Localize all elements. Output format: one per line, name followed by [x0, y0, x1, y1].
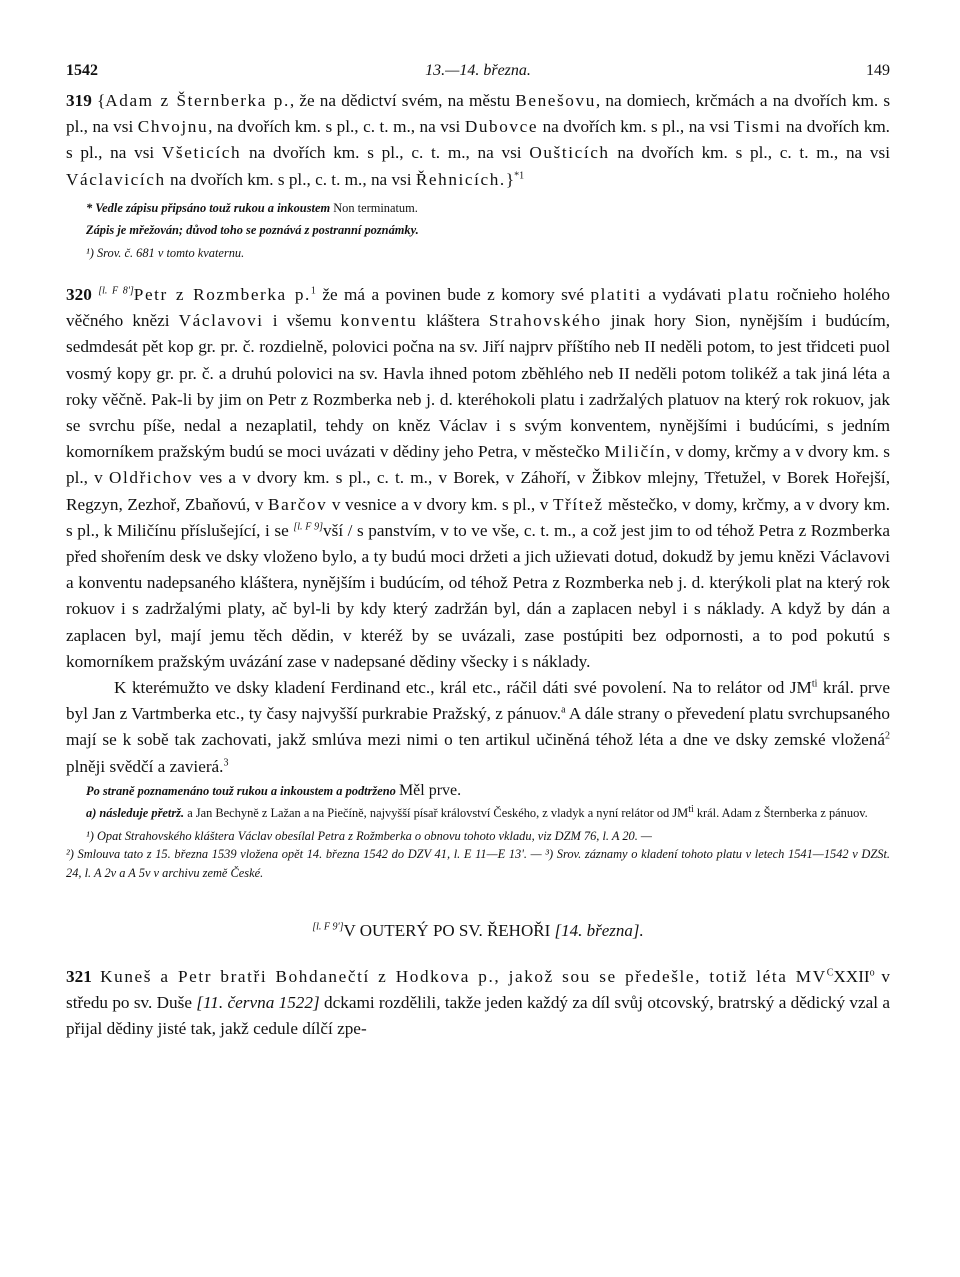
page-number: 149	[866, 62, 890, 79]
entry-320-segment: jinak hory Sion, nynějším i budúcím, sedmdesát pět kop gr. pr. č. rozdielně, polovici počna na sv. Jiří najprv příštího neb II neděli potom, to jest třidceti puol vosmý kopy gr. pr. č. a druhú polovici na sv. Havla ihned potom zběhlého neb II neděli potom tolikéž a tak jiná léta a roky věčně. Pak-li by jim on Petr z Rozmberka neb j. d. kteréhokoli platu i zadržalých platuov na který rok rokuov, jak se svrchu píše, nedal a nezaplatil, tehdy on kněz Václav i s svým konventem, nynějšími i budúcími, s jedním komorníkem pražským budú se moci uvázati v dědiny jeho Petra, v městečko	[66, 311, 890, 462]
place-chvojnu: Chvojnu	[137, 117, 209, 137]
place-ousticich: Oušticích	[529, 143, 610, 163]
entry-319-segment: , že na dědictví svém, na městu	[289, 91, 516, 110]
entry-320-name: Petr z Rozmberka p.	[133, 285, 311, 305]
note-text: král. Adam z Šternberka z pánuov.	[693, 806, 868, 821]
entry-319-segment: na dvořích km. s pl., c. t. m., na vsi	[165, 169, 416, 189]
place-oldrichov: Oldřichov	[108, 468, 194, 488]
entry-320-segment: plněji svědčí a zavierá.	[66, 756, 224, 776]
footnote-marker: a	[561, 704, 566, 716]
superscript: o	[869, 967, 875, 979]
place-vseticich: Všeticích	[161, 143, 242, 163]
footnote-marker: 3	[223, 756, 229, 768]
note-text: Non terminatum.	[333, 200, 418, 215]
running-head	[66, 62, 890, 88]
name-strahovskeho: Strahovského	[488, 311, 602, 331]
entry-319-segment: na dvořích km. s pl., c. t. m., na vsi	[241, 143, 530, 163]
superscript: ti	[811, 678, 818, 690]
entry-321-number: 321	[66, 966, 92, 986]
note-text: a Jan Bechyně z Lažan a na Piečíně, najvyšší písař království Českého, z vladyk a nyní relátor od JM	[184, 806, 689, 821]
place-vaclavicich: Václavicích	[66, 169, 166, 189]
entry-319-footnote-1: ¹) Srov. č. 681 v tomto kvaternu.	[86, 245, 245, 260]
footnote-marker: 1	[310, 285, 316, 297]
place-milicin: Miličín	[604, 442, 667, 462]
place-barcov: Barčov	[268, 494, 328, 514]
entry-321-segment: XXII	[833, 966, 870, 986]
note-text: Měl prve.	[398, 781, 462, 799]
place-tritez: Třítež	[552, 494, 604, 514]
footnote-marker: *1	[514, 169, 525, 181]
footnote-marker: 2	[885, 730, 890, 742]
entry-320-footnote-1: ¹) Opat Strahovského kláštera Václav obesílal Petra z Rožmberka o obnovu tohoto vkladu, viz DZM 76, l. A 20. —	[86, 828, 652, 843]
entry-320-segment: městečko, v domy, krčmy, a v dvory km. s pl., k Miličínu příslušející, i se	[66, 494, 890, 540]
entry-319-brace-open: {	[97, 91, 106, 110]
entry-319-name: Adam z Šternberka p.	[105, 91, 290, 110]
entry-319-note-crossed: Zápis je mřežován; důvod toho se poznává z postranní poznámky.	[86, 223, 419, 238]
superscript: ti	[688, 804, 694, 816]
entry-320-segment: i všemu	[263, 311, 341, 331]
running-head-date: 13.—14. března.	[425, 62, 531, 79]
entry-319-segment: na dvořích km. s pl., na vsi	[66, 117, 890, 163]
entry-321-segment: Kuneš a Petr bratři Bohdanečtí z Hodkova p., jakož sou se předešle, totiž léta MV	[91, 966, 827, 986]
place-dubovce: Dubovce	[464, 117, 539, 137]
entry-319-number: 319	[66, 91, 92, 110]
place-rehnicich: Řehnicích.	[415, 169, 506, 189]
entry-320-paragraph-2	[66, 675, 890, 780]
entry-319-segment: na dvořích km. s pl., c. t. m., na vsi	[609, 143, 890, 163]
entry-321-text	[66, 964, 890, 1043]
place-tismi: Tismi	[733, 117, 782, 137]
entry-320-segment: kláštera	[417, 311, 489, 331]
entry-320-segment: a vydávati	[641, 285, 728, 305]
entry-320-segment: v vesnice a v dvory km. s pl., v	[327, 494, 553, 514]
entry-320-segment: K kterémužto ve dsky kladení Ferdinand etc., král etc., ráčil dáti své povolení. Na to relátor od JM	[114, 678, 812, 698]
word-platiti: platiti	[590, 285, 642, 305]
entry-319-segment: , na domiech, krčmách a na dvořích km. s pl., na vsi	[66, 91, 891, 137]
entry-320-note-a	[66, 804, 890, 822]
entry-321-segment: dckami rozdělili, takže jeden každý za díl svůj otcovský, bratrský a dědický vzal a přijal dědiny jisté tak, jakž cedule dílčí zpe-	[66, 993, 890, 1039]
entry-319-segment: , na dvořích km. s pl., c. t. m., na vsi	[208, 117, 465, 137]
entry-320-margin-note	[66, 782, 890, 800]
entry-319-brace-close: }	[505, 169, 515, 189]
place-benesov: Benešovu	[515, 91, 596, 110]
entry-320-segment: král. prve byl Jan z Vartmberka etc., ty časy najvyšší purkrabie Pražský, z pánuov.	[66, 678, 890, 724]
note-label: a) následuje přetrž.	[86, 806, 185, 821]
running-head-year: 1542	[66, 62, 98, 79]
entry-319-segment: na dvořích km. s pl., na vsi	[538, 117, 734, 137]
entry-320-number: 320	[66, 285, 92, 305]
entry-320-segment: ves a v dvory km. s pl., c. t. m., v Borek, v Záhoří, v Žibkov mlejny, Třetužel, v Borek Hořejší, Regzyn, Zezhoř, Zbaňovú, v	[66, 468, 891, 514]
folio-reference: [l. F 9]	[293, 521, 324, 533]
entry-321-date: [11. června 1522]	[196, 993, 320, 1013]
entry-320-segment: ročnieho holého věčného knězi	[66, 285, 890, 331]
entry-320-segment: vší / s panstvím, v to ve vše, c. t. m., a což jest jim to od téhož Petra z Rozmberka před shořením desk ve dsky vloženo bylo, a ty budú moci držeti a jich užievati dotud, dokudž by jemu knězi Václavovi a konventu nadepsaného kláštera, nynějším i budúcím, od téhož Petra z Rozmberka neb j. d. kterýkoli plat na který rok rokuov i s zadržalými platy, ač byl-li by kdy který zadržán byl, dán a zaplacen nebyl i s náklady. A když by dán a zaplacen byl, mají jemu těch dědin, v kteréž by se uvázali, zase postúpiti bez odpornosti, a to pod pokutú s komorníkem pražským uvázání zase v nadepsané dědiny všecky i s náklady.	[66, 520, 890, 671]
note-label: * Vedle zápisu připsáno touž rukou a inkoustem	[86, 200, 331, 215]
entry-321-segment: v středu po sv. Duše	[66, 966, 890, 1013]
folio-reference: [l. F 9']	[312, 921, 344, 933]
day-heading-date: [14. března].	[554, 920, 644, 940]
entry-320-text	[66, 282, 890, 675]
superscript: C	[826, 967, 834, 979]
entry-320-segment: že má a povinen bude z komory své	[315, 285, 591, 305]
entry-320-segment: , v domy, krčmy a v dvory km. s pl., v	[66, 442, 890, 488]
word-platu: platu	[727, 285, 771, 305]
entry-320-segment: A dále strany o převedení platu svrchupsaného mají se k sobě tak zachovati, jakž smlúva mezi nimi o ten artikul učiněná téhož léta a dne ve dsky zemské vložená	[66, 704, 890, 750]
entry-320-footnote-2-3: ²) Smlouva tato z 15. března 1539 vložena opět 14. března 1542 do DZV 41, l. E 11—E 13'. — ³) Srov. záznamy o kladení tohoto platu v letech 1541—1542 v DZSt. 24, l. A 2v a A 5v v archivu země České.	[66, 847, 890, 880]
folio-reference: [l. F 8']	[98, 285, 134, 297]
word-konventu: konventu	[340, 311, 418, 331]
note-label: Po straně poznamenáno touž rukou a inkoustem a podtrženo	[86, 783, 396, 798]
entry-319-text	[66, 88, 890, 193]
entry-319-note-star	[66, 199, 890, 217]
day-heading	[66, 918, 890, 944]
name-vaclavovi: Václavovi	[178, 311, 264, 331]
day-heading-text: V OUTERÝ PO SV. ŘEHOŘI	[343, 920, 555, 940]
